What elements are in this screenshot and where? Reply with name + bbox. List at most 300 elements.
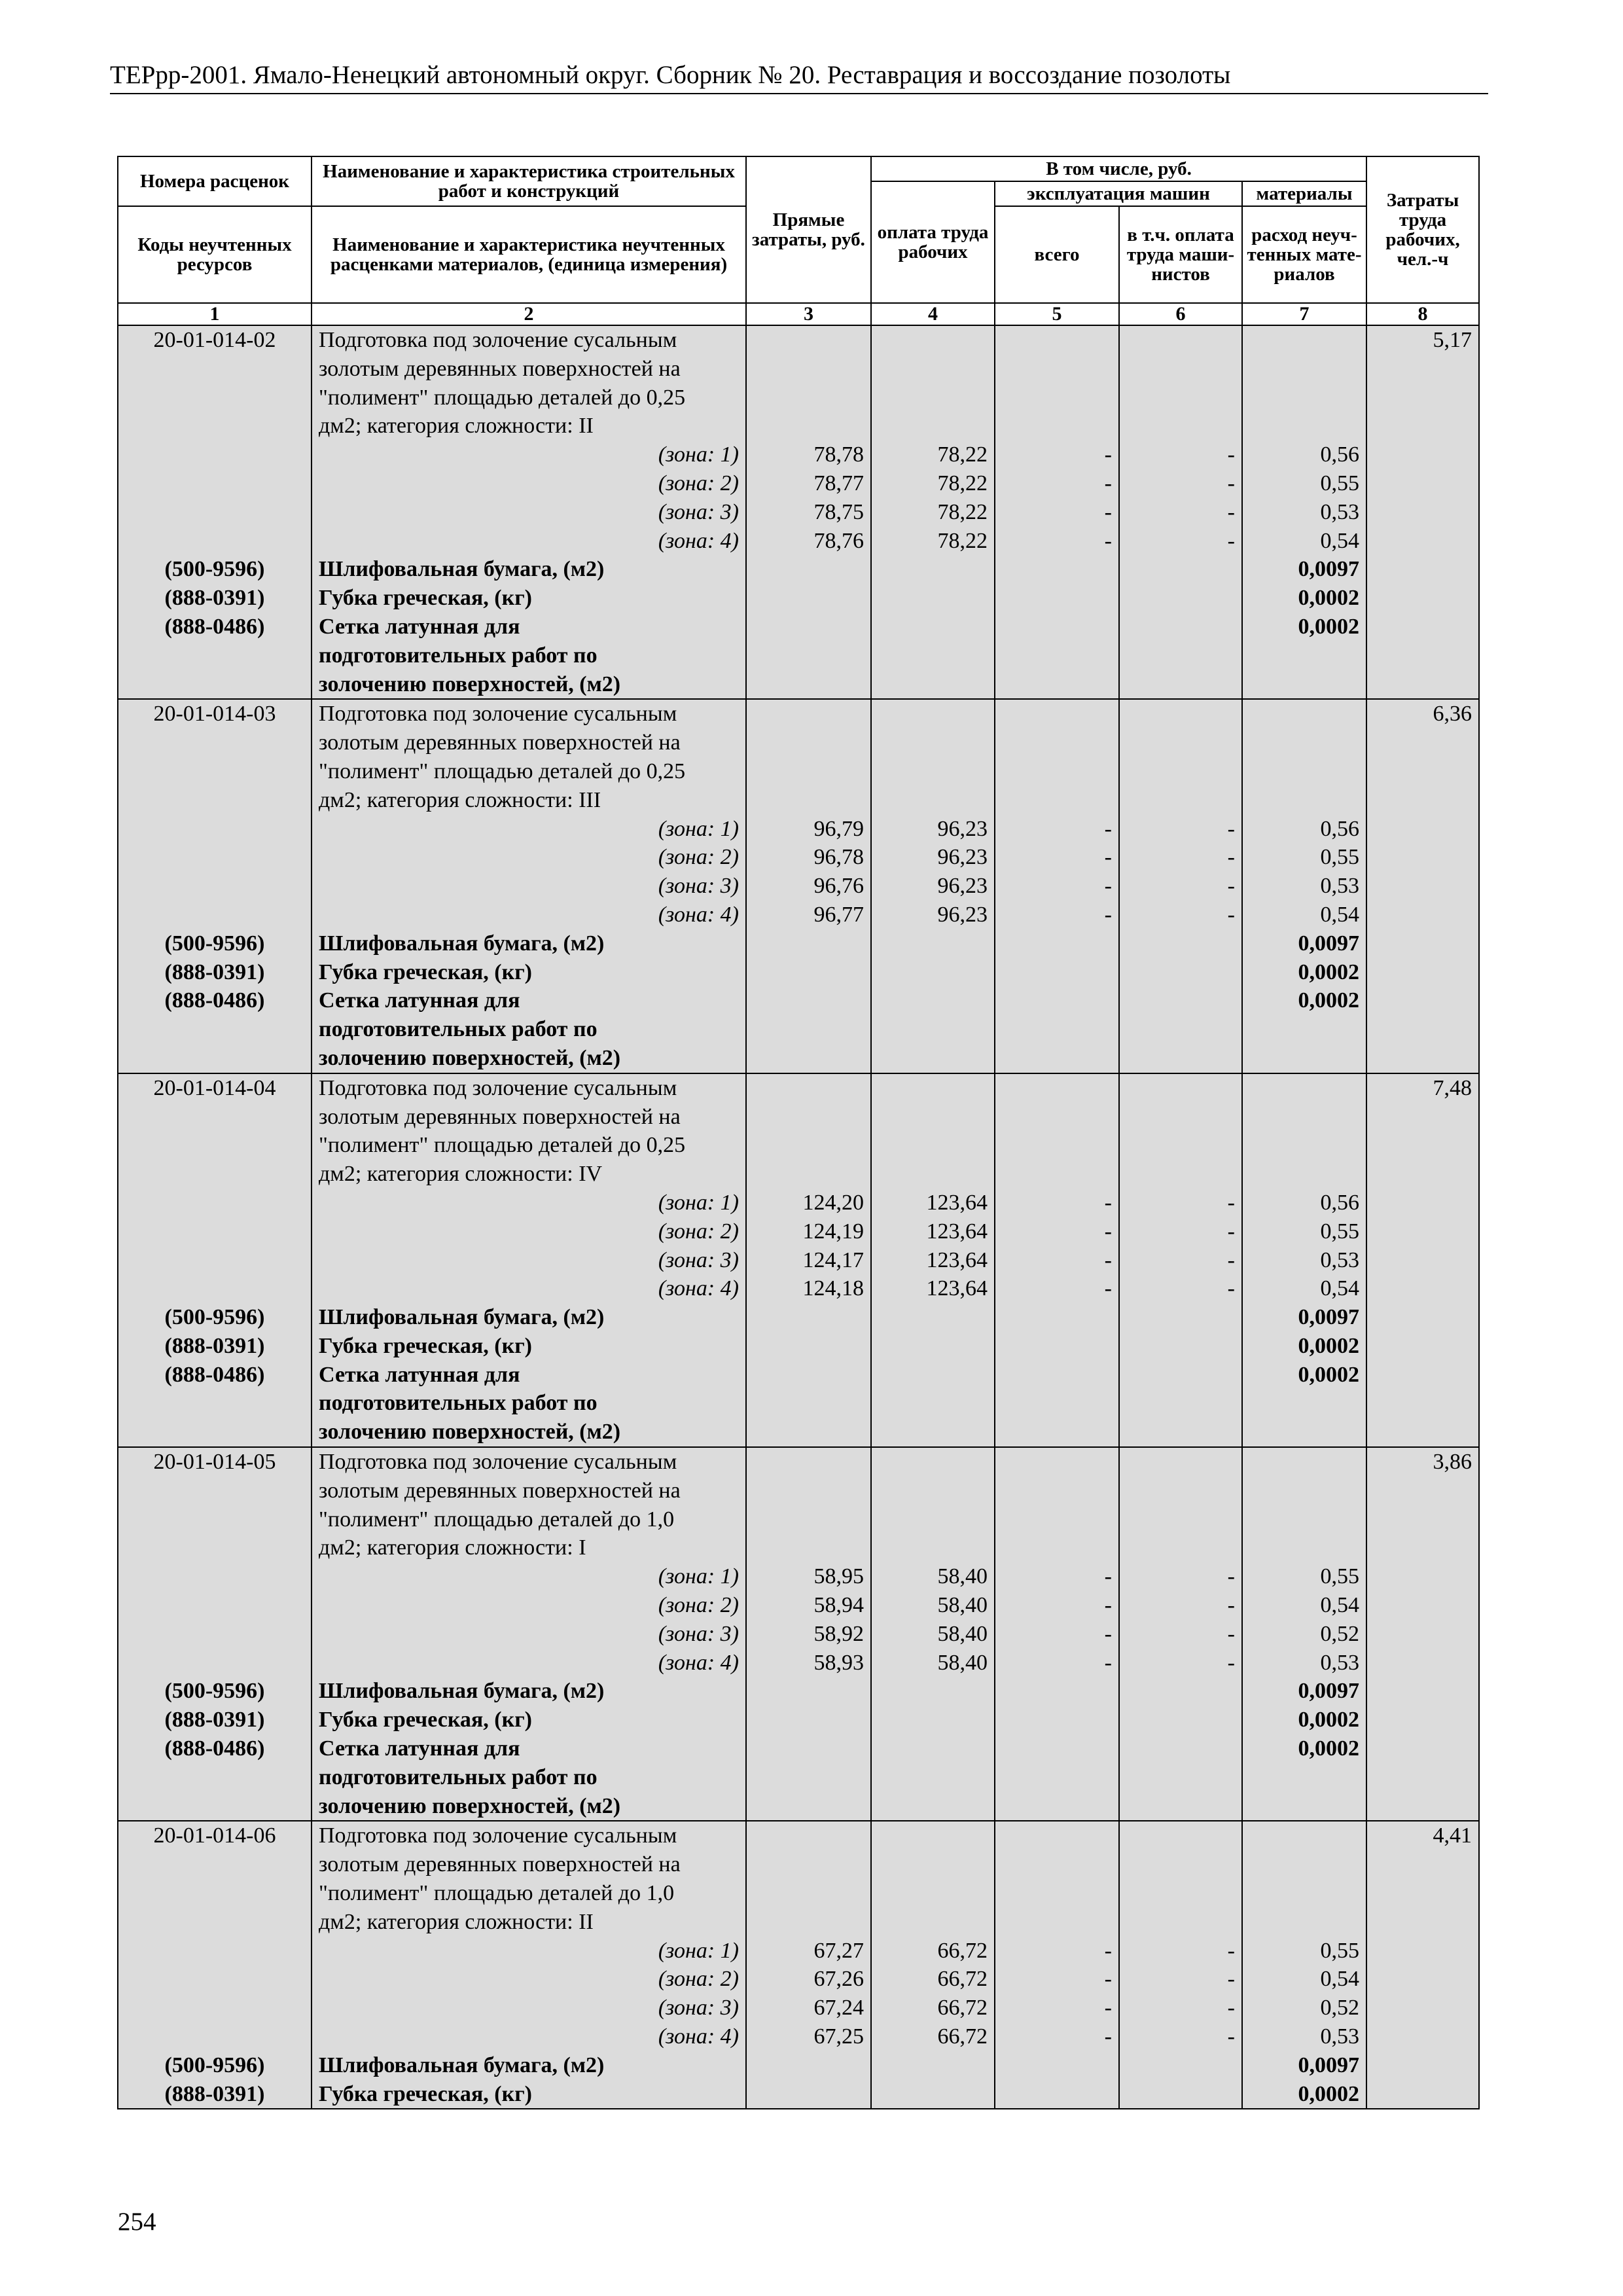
- empty-cell: [1366, 469, 1479, 498]
- empty-cell: [1119, 699, 1242, 728]
- header-rule: [110, 93, 1488, 94]
- machine-total: -: [995, 1937, 1119, 1965]
- empty-cell: [995, 786, 1119, 815]
- empty-cell: [995, 1361, 1119, 1390]
- table-row: [118, 929, 1479, 958]
- empty-cell: [871, 613, 995, 641]
- header-work-name: Наименование и характеристика строительных работ и конструкций: [312, 156, 746, 206]
- table-row: [118, 412, 1479, 440]
- empty-cell: [1366, 1620, 1479, 1649]
- work-description-line: золотым деревянных поверхностей на: [312, 355, 746, 384]
- direct-costs: 58,92: [746, 1620, 871, 1649]
- empty-cell: [995, 986, 1119, 1015]
- empty-cell: [1366, 1246, 1479, 1275]
- empty-cell: [1242, 1908, 1366, 1937]
- table-row: [118, 1591, 1479, 1620]
- empty-cell: [871, 1734, 995, 1763]
- empty-cell: [995, 355, 1119, 384]
- empty-cell: [118, 1246, 312, 1275]
- empty-cell: [746, 728, 871, 757]
- machinists-pay: -: [1119, 440, 1242, 469]
- machine-total: -: [995, 1965, 1119, 1994]
- empty-cell: [1242, 1044, 1366, 1073]
- empty-cell: [1366, 1879, 1479, 1908]
- empty-cell: [1119, 986, 1242, 1015]
- machine-total: -: [995, 1994, 1119, 2022]
- workers-pay: 123,64: [871, 1246, 995, 1275]
- table-row: [118, 986, 1479, 1015]
- resource-name-line: Шлифовальная бумага, (м2): [312, 1303, 746, 1332]
- machinists-pay: -: [1119, 527, 1242, 556]
- empty-cell: [871, 1505, 995, 1534]
- empty-cell: [1366, 1792, 1479, 1821]
- direct-costs: 78,77: [746, 469, 871, 498]
- table-row: [118, 1447, 1479, 1477]
- header-including: В том числе, руб.: [871, 156, 1366, 181]
- materials-cost: 0,56: [1242, 440, 1366, 469]
- direct-costs: 58,93: [746, 1649, 871, 1677]
- work-description-line: "полимент" площадью деталей до 0,25: [312, 757, 746, 786]
- empty-cell: [1242, 1821, 1366, 1850]
- table-row: [118, 757, 1479, 786]
- empty-cell: [118, 2022, 312, 2051]
- empty-cell: [995, 2051, 1119, 2080]
- work-description-line: Подготовка под золочение сусальным: [312, 1073, 746, 1103]
- direct-costs: 124,18: [746, 1274, 871, 1303]
- resource-code: (888-0486): [118, 1734, 312, 1763]
- zone-label: (зона: 1): [312, 1937, 746, 1965]
- empty-cell: [118, 1189, 312, 1217]
- empty-cell: [995, 1677, 1119, 1706]
- direct-costs: 124,17: [746, 1246, 871, 1275]
- machine-total: -: [995, 1217, 1119, 1246]
- empty-cell: [1366, 1477, 1479, 1505]
- empty-cell: [1366, 1734, 1479, 1763]
- resource-name-line: Сетка латунная для: [312, 1734, 746, 1763]
- empty-cell: [1366, 1937, 1479, 1965]
- work-description-line: Подготовка под золочение сусальным: [312, 1821, 746, 1850]
- empty-cell: [1366, 584, 1479, 613]
- machine-total: -: [995, 2022, 1119, 2051]
- empty-cell: [1366, 929, 1479, 958]
- empty-cell: [871, 1908, 995, 1937]
- work-description-line: Подготовка под золочение сусальным: [312, 1447, 746, 1477]
- empty-cell: [1366, 872, 1479, 901]
- materials-cost: 0,53: [1242, 2022, 1366, 2051]
- labor-costs: 6,36: [1366, 699, 1479, 728]
- empty-cell: [1366, 555, 1479, 584]
- empty-cell: [746, 1734, 871, 1763]
- workers-pay: 96,23: [871, 901, 995, 929]
- empty-cell: [1366, 1965, 1479, 1994]
- machinists-pay: -: [1119, 1246, 1242, 1275]
- empty-cell: [746, 1821, 871, 1850]
- rate-code: 20-01-014-03: [118, 699, 312, 728]
- table-row: [118, 1332, 1479, 1361]
- empty-cell: [1366, 901, 1479, 929]
- page-header: ТЕРрр-2001. Ямало-Ненецкий автономный округ. Сборник № 20. Реставрация и воссоздание позолоты: [110, 61, 1231, 89]
- empty-cell: [1119, 1361, 1242, 1390]
- zone-label: (зона: 1): [312, 815, 746, 844]
- empty-cell: [871, 1044, 995, 1073]
- resource-name-line: Сетка латунная для: [312, 1361, 746, 1390]
- empty-cell: [871, 412, 995, 440]
- materials-cost: 0,56: [1242, 1189, 1366, 1217]
- table-row: [118, 2051, 1479, 2080]
- empty-cell: [118, 1620, 312, 1649]
- empty-cell: [118, 384, 312, 412]
- empty-cell: [1366, 1591, 1479, 1620]
- empty-cell: [118, 469, 312, 498]
- zone-label: (зона: 3): [312, 1994, 746, 2022]
- empty-cell: [1366, 1505, 1479, 1534]
- materials-cost: 0,54: [1242, 901, 1366, 929]
- empty-cell: [1242, 1792, 1366, 1821]
- table-row: [118, 1908, 1479, 1937]
- machinists-pay: -: [1119, 1562, 1242, 1591]
- table-row: [118, 1505, 1479, 1534]
- empty-cell: [871, 1447, 995, 1477]
- zone-label: (зона: 2): [312, 1965, 746, 1994]
- machine-total: -: [995, 872, 1119, 901]
- empty-cell: [995, 1015, 1119, 1044]
- empty-cell: [1242, 1015, 1366, 1044]
- materials-cost: 0,55: [1242, 1562, 1366, 1591]
- workers-pay: 78,22: [871, 469, 995, 498]
- empty-cell: [1119, 1303, 1242, 1332]
- machinists-pay: -: [1119, 498, 1242, 527]
- column-number: 3: [746, 303, 871, 325]
- resource-amount: 0,0002: [1242, 613, 1366, 641]
- resource-name-line: подготовительных работ по: [312, 641, 746, 670]
- empty-cell: [1119, 1763, 1242, 1792]
- table-row: [118, 527, 1479, 556]
- empty-cell: [1366, 1562, 1479, 1591]
- machinists-pay: -: [1119, 872, 1242, 901]
- table-row: [118, 1677, 1479, 1706]
- empty-cell: [118, 1389, 312, 1418]
- empty-cell: [1366, 613, 1479, 641]
- workers-pay: 78,22: [871, 498, 995, 527]
- empty-cell: [1242, 412, 1366, 440]
- direct-costs: 78,76: [746, 527, 871, 556]
- direct-costs: 78,75: [746, 498, 871, 527]
- empty-cell: [1242, 670, 1366, 700]
- table-row: [118, 1131, 1479, 1160]
- empty-cell: [871, 1763, 995, 1792]
- empty-cell: [1366, 1217, 1479, 1246]
- empty-cell: [1242, 699, 1366, 728]
- empty-cell: [995, 412, 1119, 440]
- empty-cell: [871, 1879, 995, 1908]
- header-rate-numbers: Номера расценок: [118, 156, 312, 206]
- empty-cell: [1366, 1389, 1479, 1418]
- workers-pay: 66,72: [871, 1965, 995, 1994]
- empty-cell: [871, 1160, 995, 1189]
- machine-total: -: [995, 527, 1119, 556]
- work-description-line: золотым деревянных поверхностей на: [312, 1477, 746, 1505]
- machine-total: -: [995, 1246, 1119, 1275]
- empty-cell: [1242, 1505, 1366, 1534]
- empty-cell: [995, 1447, 1119, 1477]
- empty-cell: [118, 412, 312, 440]
- empty-cell: [1366, 1303, 1479, 1332]
- resource-name-line: золочению поверхностей, (м2): [312, 1792, 746, 1821]
- empty-cell: [746, 584, 871, 613]
- materials-cost: 0,53: [1242, 872, 1366, 901]
- header-machine-operation: эксплуатация машин: [995, 181, 1242, 206]
- empty-cell: [118, 1937, 312, 1965]
- empty-cell: [1119, 1447, 1242, 1477]
- empty-cell: [746, 986, 871, 1015]
- empty-cell: [1119, 1131, 1242, 1160]
- column-number: 4: [871, 303, 995, 325]
- column-number: 7: [1242, 303, 1366, 325]
- empty-cell: [871, 929, 995, 958]
- empty-cell: [118, 843, 312, 872]
- workers-pay: 66,72: [871, 2022, 995, 2051]
- table-row: [118, 498, 1479, 527]
- empty-cell: [746, 786, 871, 815]
- zone-label: (зона: 3): [312, 498, 746, 527]
- empty-cell: [1366, 1332, 1479, 1361]
- empty-cell: [746, 1389, 871, 1418]
- empty-cell: [1366, 1044, 1479, 1073]
- table-row: [118, 1044, 1479, 1073]
- empty-cell: [118, 786, 312, 815]
- empty-cell: [871, 1677, 995, 1706]
- workers-pay: 58,40: [871, 1620, 995, 1649]
- resource-amount: 0,0002: [1242, 1332, 1366, 1361]
- zone-label: (зона: 4): [312, 1274, 746, 1303]
- zone-label: (зона: 4): [312, 1649, 746, 1677]
- resource-amount: 0,0002: [1242, 1734, 1366, 1763]
- machine-total: -: [995, 440, 1119, 469]
- machinists-pay: -: [1119, 1274, 1242, 1303]
- table-row: [118, 355, 1479, 384]
- empty-cell: [1119, 1734, 1242, 1763]
- table-row: [118, 641, 1479, 670]
- empty-cell: [746, 1706, 871, 1734]
- resource-name-line: подготовительных работ по: [312, 1389, 746, 1418]
- empty-cell: [1119, 958, 1242, 987]
- empty-cell: [871, 670, 995, 700]
- empty-cell: [1119, 1332, 1242, 1361]
- empty-cell: [746, 1015, 871, 1044]
- empty-cell: [118, 1965, 312, 1994]
- machinists-pay: -: [1119, 1217, 1242, 1246]
- resource-amount: 0,0097: [1242, 2051, 1366, 2080]
- zone-label: (зона: 1): [312, 1189, 746, 1217]
- empty-cell: [995, 699, 1119, 728]
- empty-cell: [1119, 1534, 1242, 1562]
- resource-amount: 0,0002: [1242, 2080, 1366, 2109]
- materials-cost: 0,55: [1242, 469, 1366, 498]
- labor-costs: 5,17: [1366, 325, 1479, 355]
- rate-code: 20-01-014-05: [118, 1447, 312, 1477]
- empty-cell: [118, 1217, 312, 1246]
- empty-cell: [995, 757, 1119, 786]
- table-row: [118, 1274, 1479, 1303]
- empty-cell: [1119, 1677, 1242, 1706]
- materials-cost: 0,55: [1242, 1217, 1366, 1246]
- materials-cost: 0,53: [1242, 1246, 1366, 1275]
- resource-amount: 0,0002: [1242, 958, 1366, 987]
- empty-cell: [118, 1103, 312, 1132]
- empty-cell: [995, 670, 1119, 700]
- empty-cell: [118, 1477, 312, 1505]
- table-row: [118, 843, 1479, 872]
- empty-cell: [1119, 412, 1242, 440]
- empty-cell: [871, 355, 995, 384]
- empty-cell: [1366, 440, 1479, 469]
- table-header: [118, 156, 1479, 325]
- table-row: [118, 786, 1479, 815]
- empty-cell: [118, 1534, 312, 1562]
- empty-cell: [1242, 1389, 1366, 1418]
- column-number: 8: [1366, 303, 1479, 325]
- column-number: 6: [1119, 303, 1242, 325]
- machinists-pay: -: [1119, 1937, 1242, 1965]
- table-row: [118, 699, 1479, 728]
- empty-cell: [1366, 958, 1479, 987]
- resource-code: (888-0391): [118, 1332, 312, 1361]
- empty-cell: [1242, 1447, 1366, 1477]
- resource-code: (888-0486): [118, 613, 312, 641]
- work-description-line: "полимент" площадью деталей до 0,25: [312, 384, 746, 412]
- empty-cell: [871, 1850, 995, 1879]
- table-row: [118, 1965, 1479, 1994]
- empty-cell: [118, 1562, 312, 1591]
- resource-name-line: Губка греческая, (кг): [312, 958, 746, 987]
- empty-cell: [1366, 527, 1479, 556]
- empty-cell: [871, 2080, 995, 2109]
- machine-total: -: [995, 1649, 1119, 1677]
- work-description-line: Подготовка под золочение сусальным: [312, 325, 746, 355]
- resource-code: (888-0391): [118, 1706, 312, 1734]
- empty-cell: [1119, 1879, 1242, 1908]
- empty-cell: [746, 1763, 871, 1792]
- empty-cell: [118, 901, 312, 929]
- direct-costs: 67,25: [746, 2022, 871, 2051]
- table-row: [118, 1534, 1479, 1562]
- empty-cell: [118, 355, 312, 384]
- resource-code: (888-0486): [118, 1361, 312, 1390]
- empty-cell: [1366, 384, 1479, 412]
- resource-name-line: Губка греческая, (кг): [312, 2080, 746, 2109]
- empty-cell: [746, 613, 871, 641]
- resource-code: (500-9596): [118, 1303, 312, 1332]
- empty-cell: [995, 613, 1119, 641]
- table-row: [118, 872, 1479, 901]
- resource-code: (500-9596): [118, 555, 312, 584]
- empty-cell: [871, 1332, 995, 1361]
- empty-cell: [871, 1015, 995, 1044]
- column-number: 5: [995, 303, 1119, 325]
- empty-cell: [995, 958, 1119, 987]
- empty-cell: [871, 1792, 995, 1821]
- direct-costs: 58,95: [746, 1562, 871, 1591]
- materials-cost: 0,54: [1242, 527, 1366, 556]
- empty-cell: [1242, 757, 1366, 786]
- resource-name-line: Шлифовальная бумага, (м2): [312, 555, 746, 584]
- workers-pay: 58,40: [871, 1562, 995, 1591]
- materials-cost: 0,53: [1242, 498, 1366, 527]
- direct-costs: 67,24: [746, 1994, 871, 2022]
- empty-cell: [995, 1706, 1119, 1734]
- resource-name-line: Губка греческая, (кг): [312, 1706, 746, 1734]
- machine-total: -: [995, 815, 1119, 844]
- zone-label: (зона: 2): [312, 469, 746, 498]
- table-row: [118, 1477, 1479, 1505]
- table-row: [118, 901, 1479, 929]
- materials-cost: 0,55: [1242, 843, 1366, 872]
- empty-cell: [746, 1792, 871, 1821]
- work-description-line: дм2; категория сложности: II: [312, 412, 746, 440]
- empty-cell: [746, 2051, 871, 2080]
- direct-costs: 124,19: [746, 1217, 871, 1246]
- zone-label: (зона: 4): [312, 2022, 746, 2051]
- rate-code: 20-01-014-02: [118, 325, 312, 355]
- zone-label: (зона: 1): [312, 440, 746, 469]
- table-row: [118, 1246, 1479, 1275]
- empty-cell: [746, 555, 871, 584]
- zone-label: (зона: 3): [312, 872, 746, 901]
- table-row: [118, 1937, 1479, 1965]
- empty-cell: [995, 1389, 1119, 1418]
- table-row: [118, 1418, 1479, 1447]
- empty-cell: [1242, 1879, 1366, 1908]
- table-row: [118, 1361, 1479, 1390]
- header-materials-consumption: расход неуч-тенных мате-риалов: [1242, 206, 1366, 303]
- empty-cell: [1366, 843, 1479, 872]
- empty-cell: [1119, 929, 1242, 958]
- empty-cell: [1242, 641, 1366, 670]
- workers-pay: 123,64: [871, 1217, 995, 1246]
- empty-cell: [995, 555, 1119, 584]
- empty-cell: [1119, 1792, 1242, 1821]
- workers-pay: 78,22: [871, 440, 995, 469]
- empty-cell: [995, 1044, 1119, 1073]
- machine-total: -: [995, 1591, 1119, 1620]
- empty-cell: [1119, 670, 1242, 700]
- table-row: [118, 584, 1479, 613]
- empty-cell: [1119, 2080, 1242, 2109]
- header-resource-names: Наименование и характеристика неучтенных расценками материалов, (единица измерения): [312, 206, 746, 303]
- table-row: [118, 1562, 1479, 1591]
- empty-cell: [1366, 1534, 1479, 1562]
- table-row: [118, 384, 1479, 412]
- empty-cell: [871, 1103, 995, 1132]
- resource-name-line: Шлифовальная бумага, (м2): [312, 2051, 746, 2080]
- machine-total: -: [995, 469, 1119, 498]
- table-row: [118, 440, 1479, 469]
- empty-cell: [871, 2051, 995, 2080]
- table-row: [118, 1620, 1479, 1649]
- work-description-line: дм2; категория сложности: I: [312, 1534, 746, 1562]
- empty-cell: [871, 1389, 995, 1418]
- work-description-line: дм2; категория сложности: IV: [312, 1160, 746, 1189]
- empty-cell: [746, 355, 871, 384]
- resource-name-line: подготовительных работ по: [312, 1015, 746, 1044]
- empty-cell: [118, 1160, 312, 1189]
- zone-label: (зона: 1): [312, 1562, 746, 1591]
- header-direct-costs: Прямые затраты, руб.: [746, 156, 871, 303]
- materials-cost: 0,52: [1242, 1620, 1366, 1649]
- zone-label: (зона: 4): [312, 901, 746, 929]
- table-row: [118, 1160, 1479, 1189]
- empty-cell: [1119, 1389, 1242, 1418]
